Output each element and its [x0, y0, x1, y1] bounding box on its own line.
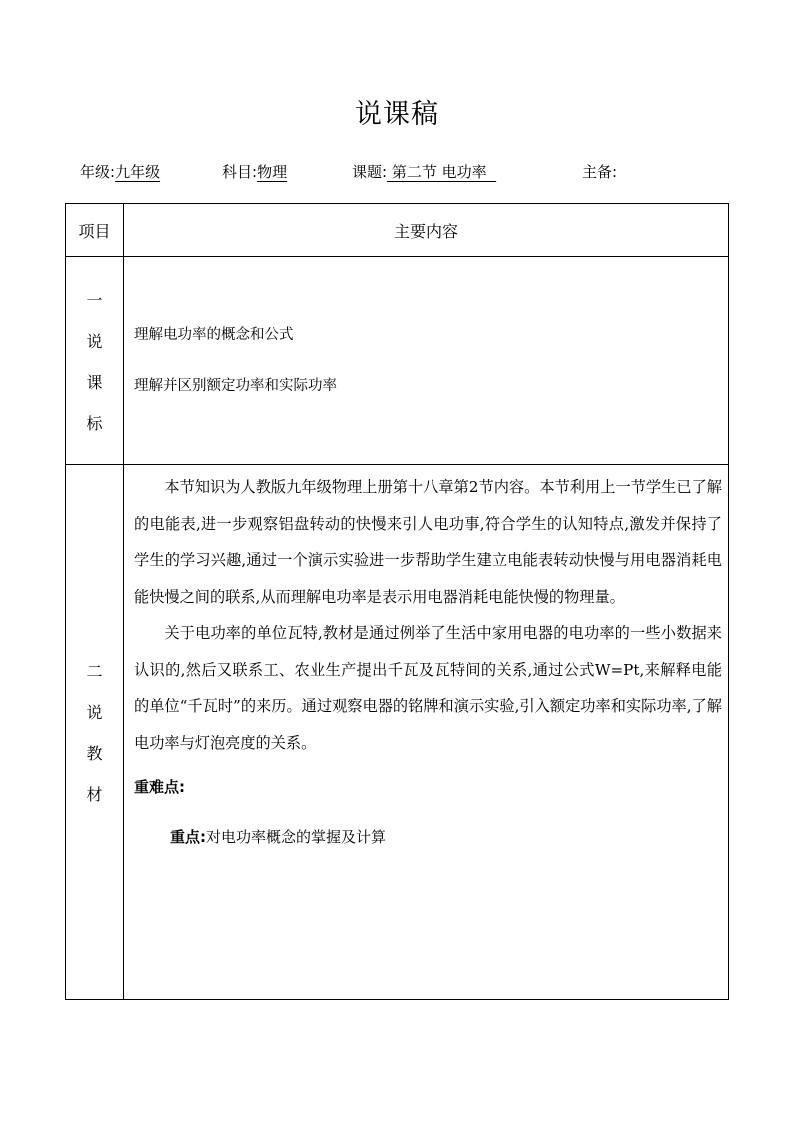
- header-content: 主要内容: [124, 204, 729, 257]
- textbook-paragraph: 本节知识为人教版九年级物理上册第十八章第2节内容。本节利用上一节学生已了解的电能表,进一步观察铝盘转动的快慢来引人电功事,符合学生的认知特点,激发并保持了学生的学习兴趣,通过一个演示实验进一步帮助学生建立电能表转动快慢与用电器消耗电能快慢之间的联系,从而理解电功率是表示用电器消耗电能快慢的物理量。: [134, 478, 722, 606]
- key-points-heading: 重难点:: [134, 778, 185, 796]
- label-char: 一: [86, 290, 103, 310]
- key-point-text: 对电功率概念的掌握及计算: [206, 828, 387, 846]
- label-char: 材: [86, 785, 103, 804]
- label-char: 二: [86, 662, 103, 681]
- table-header-row: [66, 204, 729, 257]
- textbook-paragraph: 关于电功率的单位瓦特,教材是通过例举了生活中家用电器的电功率的一些小数据来认识的,然后又联系工、农业生产提出千瓦及瓦特间的关系,通过公式W=Pt,来解释电能的单位“千瓦时”的来历。通过观察电器的铭牌和演示实验,引入额定功率和实际功率,了解电功率与灯泡亮度的关系。: [134, 624, 722, 752]
- topic-label: 课题:: [352, 163, 388, 181]
- standard-line: 理解电功率的概念和公式: [134, 327, 294, 343]
- table-row: [66, 257, 729, 465]
- section1-label: [66, 257, 124, 465]
- page-title: 说课稿: [355, 99, 439, 130]
- subject-value: 物理: [257, 163, 288, 181]
- label-char: 说: [86, 703, 103, 722]
- grade-field: [80, 161, 160, 182]
- topic-field: [352, 161, 496, 182]
- label-char: 说: [86, 331, 103, 351]
- label-char: 教: [86, 744, 103, 763]
- standard-line: 理解并区别额定功率和实际功率: [134, 378, 337, 394]
- section2-label: [66, 465, 124, 1000]
- lead-label: 主备:: [582, 163, 618, 181]
- grade-label: 年级:: [80, 163, 116, 181]
- label-char: 课: [86, 372, 103, 392]
- lesson-table: [65, 203, 729, 1000]
- grade-value: 九年级: [115, 163, 161, 181]
- key-point-label: 重点:: [170, 828, 206, 846]
- section1-content: [124, 257, 729, 465]
- key-point-line: [134, 819, 722, 855]
- header-item: 项目: [66, 204, 124, 257]
- subject-label: 科目:: [222, 163, 258, 181]
- subject-field: [222, 161, 287, 182]
- topic-value: 第二节 电功率: [387, 163, 497, 181]
- table-row: [66, 465, 729, 1000]
- label-char: 标: [86, 413, 103, 433]
- lead-field: [582, 161, 617, 182]
- section2-content: [124, 465, 729, 1000]
